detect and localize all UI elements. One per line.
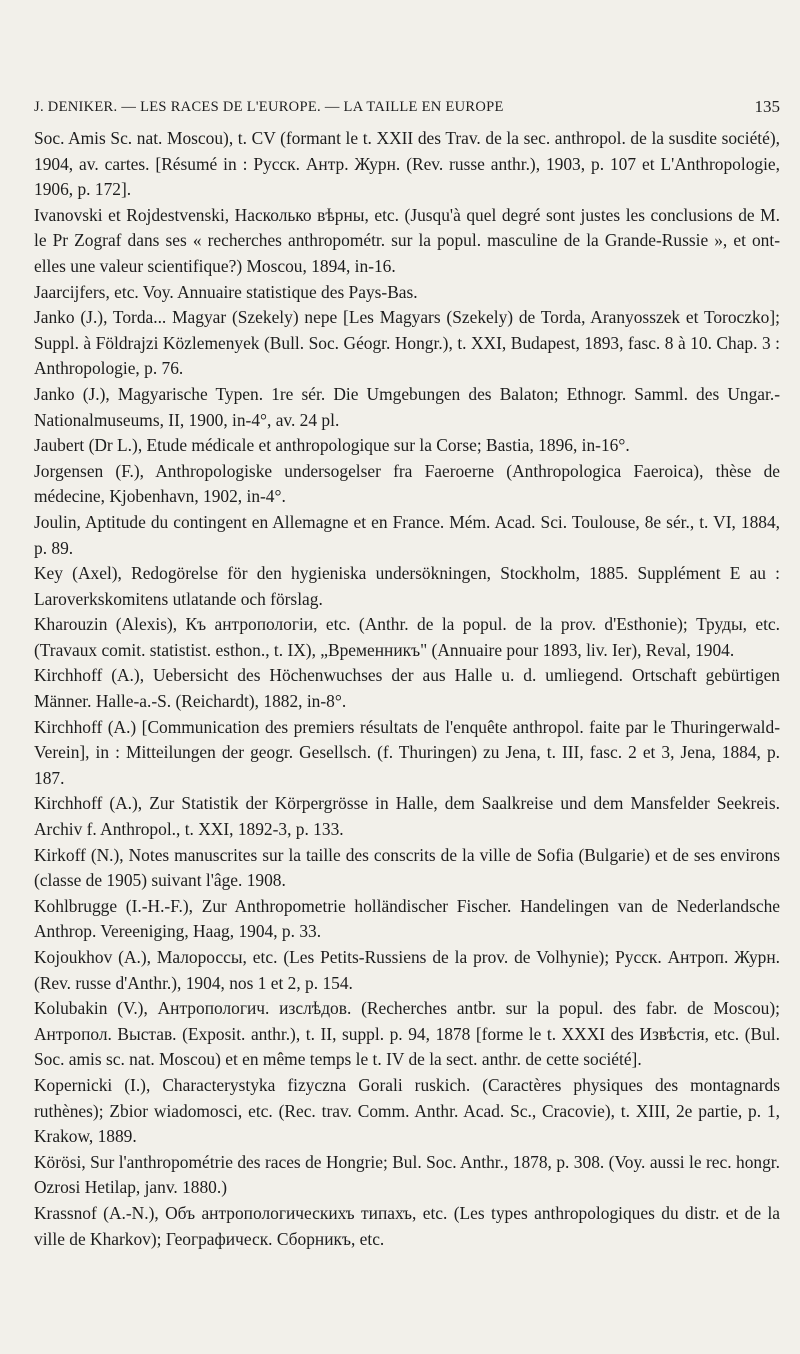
bibliography-text	[34, 126, 780, 1252]
page-number: 135	[754, 97, 780, 116]
bibliography-entry: Janko (J.), Torda... Magyar (Szekely) nepe [Les Magyars (Szekely) de Torda, Aranyosszek et Toroczko]; Suppl. à Földrajzi Közlemenyek (Bull. Soc. Géogr. Hongr.), t. XXI, Budapest, 1893, fasc. 8 à 10. Chap. 3 : Anthropologie, p. 76.	[34, 307, 780, 379]
bibliography-entry: Kojoukhov (A.), Малороссы, etc. (Les Petits-Russiens de la prov. de Volhynie); Русск. Антроп. Журн. (Rev. russe d'Anthr.), 1904, nos 1 et 2, p. 154.	[34, 947, 780, 993]
bibliography-entry: Kopernicki (I.), Characterystyka fizyczna Gorali ruskich. (Caractères physiques des montagnards ruthènes); Zbior wiadomosci, etc. (Rec. trav. Comm. Anthr. Acad. Sc., Cracovie), t. XIII, 2e partie, p. 1, Krakow, 1889.	[34, 1074, 780, 1147]
bibliography-entry: Körösi, Sur l'anthropométrie des races de Hongrie; Bul. Soc. Anthr., 1878, p. 308. (Voy. aussi le rec. hongr. Ozrosi Hetilap, janv. 1880.)	[34, 1151, 780, 1198]
bibliography-entry: Key (Axel), Redogörelse för den hygieniska undersökningen, Stockholm, 1885. Supplément E au : Laroverkskomitens utlatande och förslag.	[34, 563, 780, 609]
bibliography-entry: Joulin, Aptitude du contingent en Allemagne et en France. Mém. Acad. Sci. Toulouse, 8e sér., t. VI, 1884, p. 89.	[34, 511, 780, 558]
bibliography-entry: Kirchhoff (A.) [Communication des premiers résultats de l'enquête anthropol. faite par le Thuringerwald-Verein], in : Mitteilungen der geogr. Gesellsch. (f. Thuringen) zu Jena, t. III, fasc. 2 et 3, Jena, 1884, p. 187.	[34, 716, 780, 788]
bibliography-entry: Jaubert (Dr L.), Etude médicale et anthropologique sur la Corse; Bastia, 1896, in-16°.	[34, 435, 630, 456]
bibliography-entry: Kirchhoff (A.), Uebersicht des Höchenwuchses der aus Halle u. d. umliegend. Ortschaft gebürtigen Männer. Halle-a.-S. (Reichardt), 1882, in-8°.	[34, 665, 780, 712]
bibliography-entry: Jaarcijfers, etc. Voy. Annuaire statistique des Pays-Bas.	[34, 281, 418, 302]
bibliography-entry: Kohlbrugge (I.-H.-F.), Zur Anthropometrie holländischer Fischer. Handelingen van de Nederlandsche Anthrop. Vereeniging, Haag, 1904, p. 33.	[34, 895, 780, 942]
bibliography-entry: Janko (J.), Magyarische Typen. 1re sér. Die Umgebungen des Balaton; Ethnogr. Samml. des Ungar.-Nationalmuseums, II, 1900, in-4°, av. 24 pl.	[34, 383, 780, 430]
bibliography-entry: Kirchhoff (A.), Zur Statistik der Körpergrösse in Halle, dem Saalkreise und dem Mansfelder Seekreis. Archiv f. Anthropol., t. XXI, 1892-3, p. 133.	[34, 793, 780, 840]
bibliography-entry: Soc. Amis Sc. nat. Moscou), t. CV (formant le t. XXII des Trav. de la sec. anthropol. de la susdite société), 1904, av. cartes. [Résumé in : Русск. Антр. Журн. (Rev. russe anthr.), 1903, p. 107 et L'Anthropologie, 1906, p. 172].	[34, 128, 780, 200]
bibliography-entry: Kirkoff (N.), Notes manuscrites sur la taille des conscrits de la ville de Sofia (Bulgarie) et de ses environs (classe de 1905) suivant l'âge. 1908.	[34, 844, 780, 891]
page-header	[34, 99, 794, 121]
running-head: J. DENIKER. — LES RACES DE L'EUROPE. — LA TAILLE EN EUROPE	[34, 99, 504, 115]
bibliography-entry: Krassnof (A.-N.), Объ антропологическихъ типахъ, etc. (Les types anthropologiques du distr. et de la ville de Kharkov); Географическ. Сборникъ, etc.	[34, 1202, 780, 1249]
bibliography-entry: Ivanovski et Rojdestvenski, Насколько вѣрны, etc. (Jusqu'à quel degré sont justes les conclusions de M. le Pr Zograf dans ses « recherches anthropométr. sur la popul. masculine de la Grande-Russie », et ont-elles une valeur scientifique?) Moscou, 1894, in-16.	[34, 204, 780, 276]
bibliography-entry: Jorgensen (F.), Anthropologiske undersogelser fra Faeroerne (Anthropologica Faeroica), thèse de médecine, Kjobenhavn, 1902, in-4°.	[34, 460, 780, 507]
bibliography-entry: Kharouzin (Alexis), Къ антропологіи, etc. (Anthr. de la popul. de la prov. d'Esthonie); Труды, etc. (Travaux comit. statistist. esthon., t. IX), „Временникъ" (Annuaire pour 1893, liv. Ier), Reval, 1904.	[34, 614, 780, 660]
bibliography-entry: Kolubakin (V.), Антропологич. изслѣдов. (Recherches antbr. sur la popul. des fabr. de Moscou); Антропол. Выстав. (Exposit. anthr.), t. II, suppl. p. 94, 1878 [forme le t. XXXI des Извѣстія, etc. (Bul. Soc. amis sc. nat. Moscou) et en même temps le t. IV de la sect. anthr. de cette société].	[34, 998, 780, 1070]
